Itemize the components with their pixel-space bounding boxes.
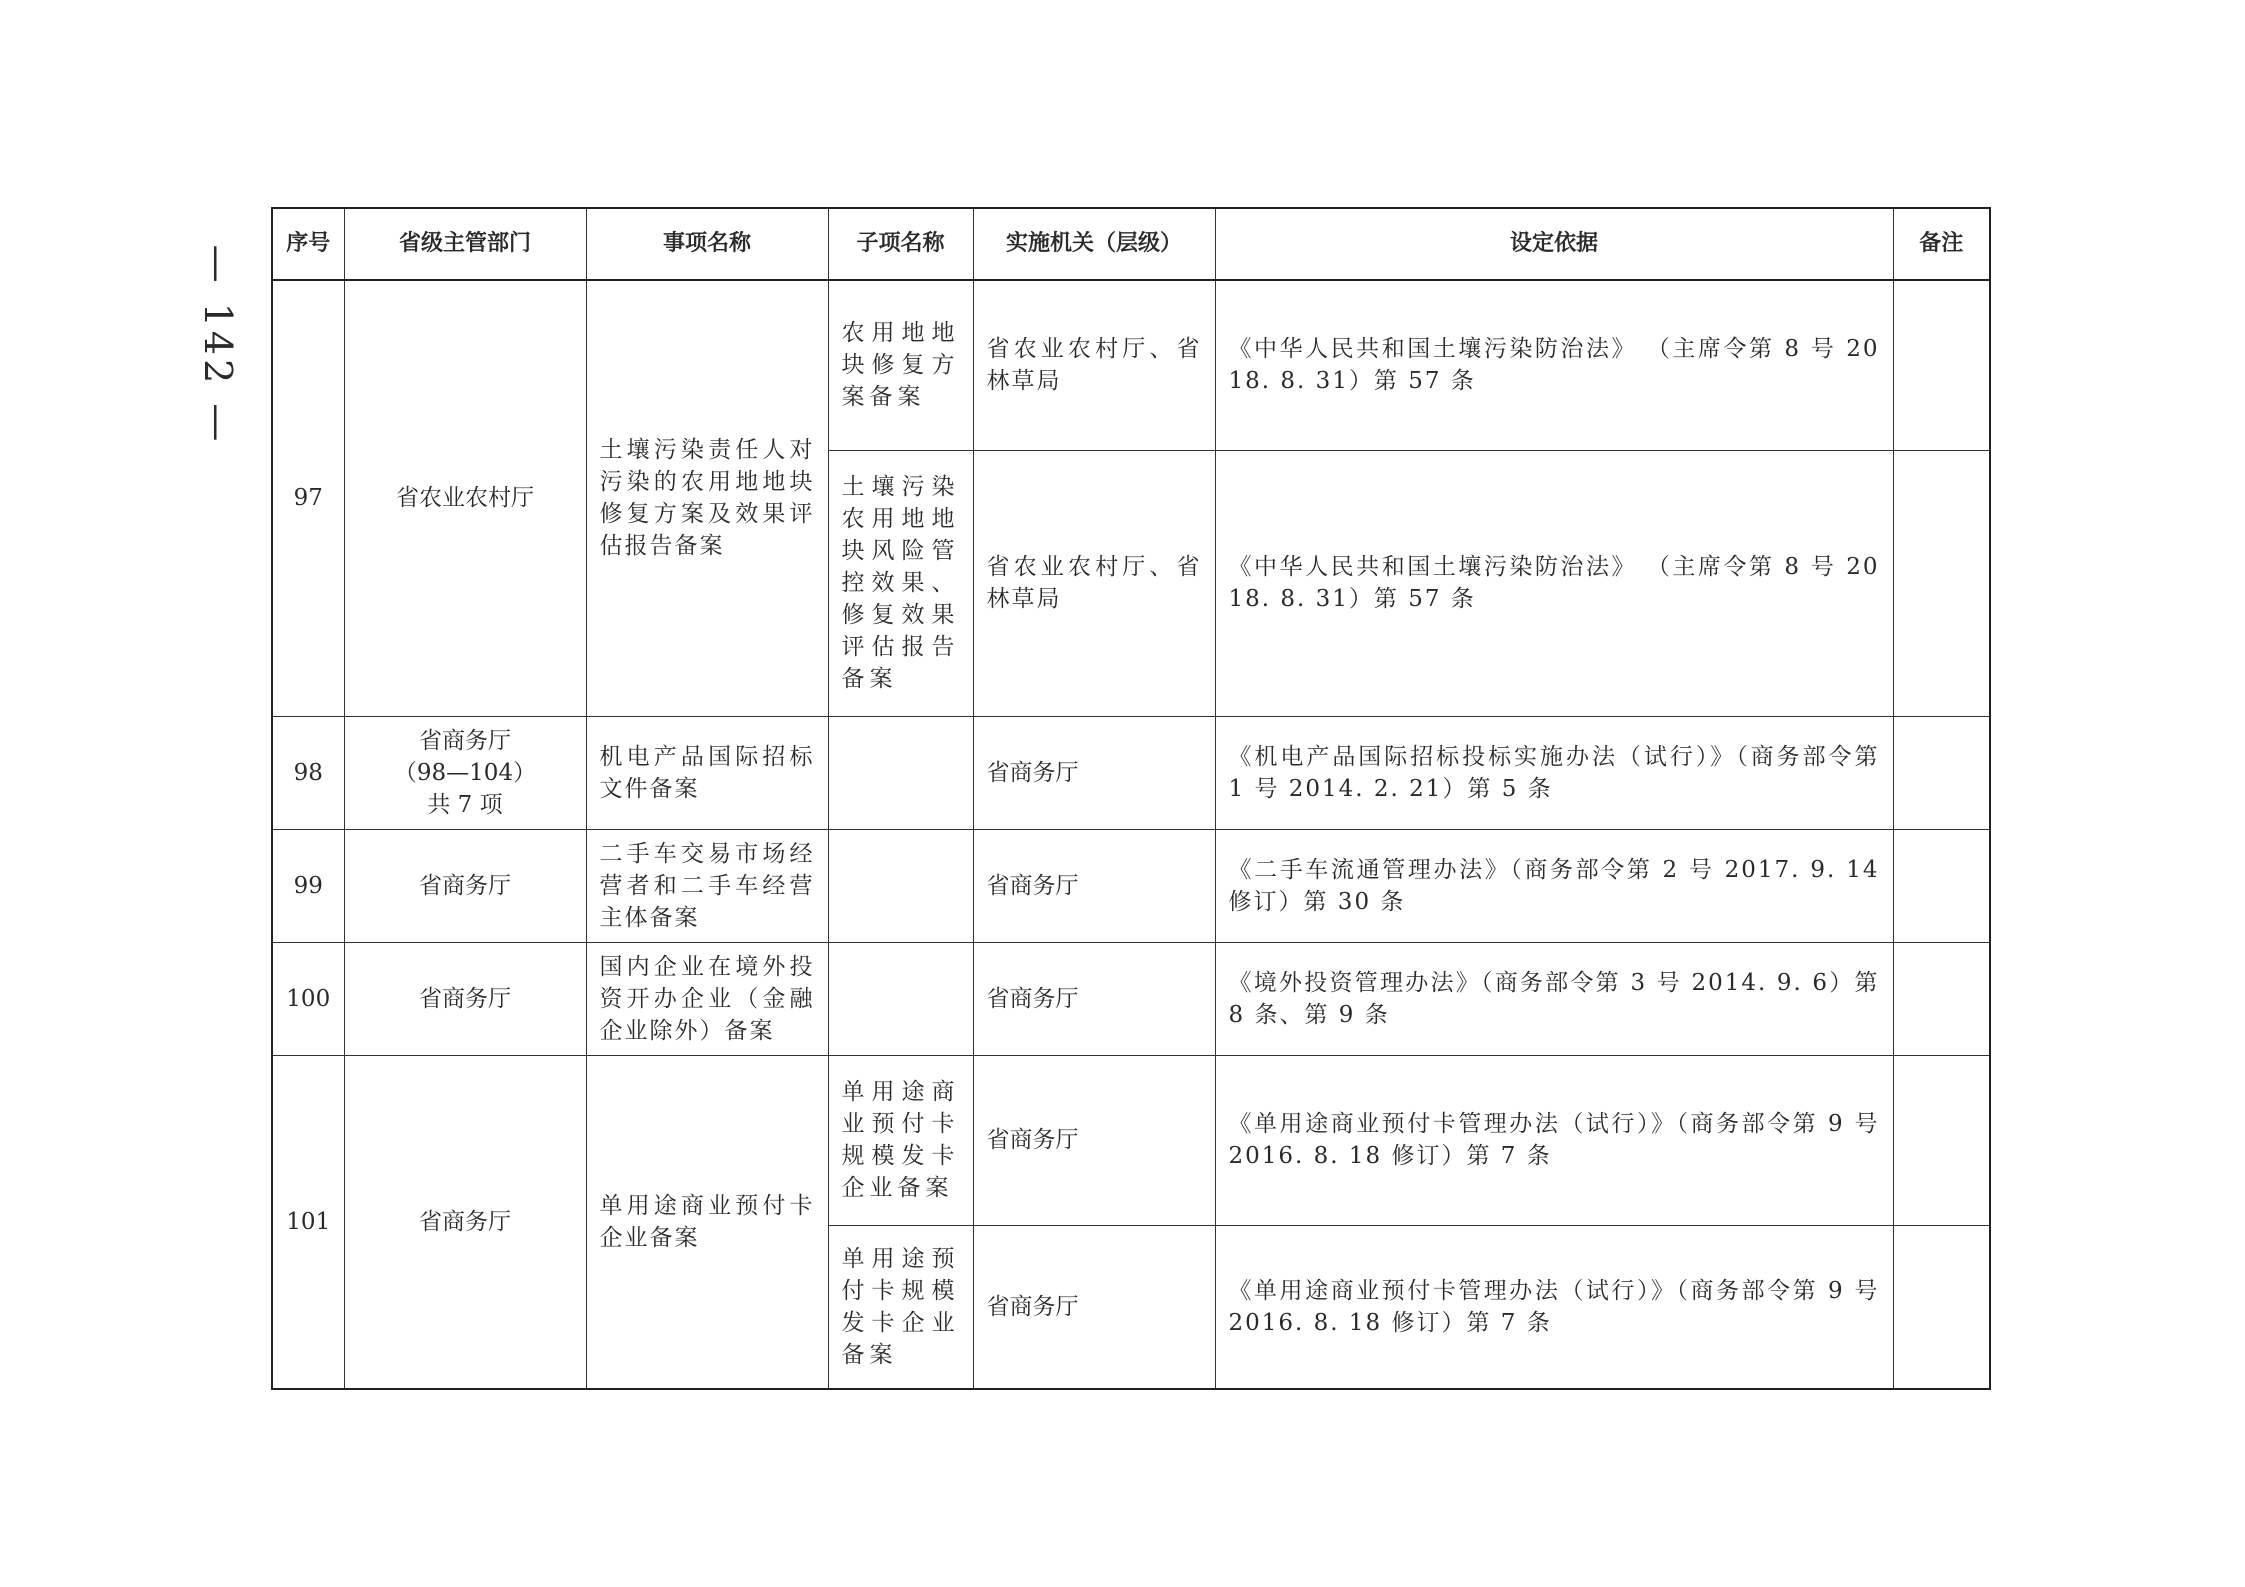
- row-sub-item-name: [828, 716, 973, 829]
- row-legal-basis: 《二手车流通管理办法》（商务部令第 2 号 2017. 9. 14 修订）第 30 条: [1215, 829, 1893, 942]
- header-sub-item-name: 子项名称: [828, 208, 973, 280]
- row-legal-basis: 《中华人民共和国土壤污染防治法》 （主席令第 8 号 2018. 8. 31）第 57 条: [1215, 280, 1893, 450]
- row-item-name: 单用途商业预付卡企业备案: [586, 1055, 828, 1389]
- row-agency: 省商务厅: [973, 716, 1215, 829]
- row-serial: 100: [272, 942, 344, 1055]
- row-agency: 省农业农村厅、省林草局: [973, 450, 1215, 716]
- row-legal-basis: 《中华人民共和国土壤污染防治法》 （主席令第 8 号 2018. 8. 31）第 57 条: [1215, 450, 1893, 716]
- row-legal-basis: 《境外投资管理办法》（商务部令第 3 号 2014. 9. 6）第 8 条、第 9 条: [1215, 942, 1893, 1055]
- row-sub-item-name: [828, 829, 973, 942]
- table-row: [272, 942, 1990, 1055]
- row-agency: 省商务厅: [973, 942, 1215, 1055]
- header-remarks: 备注: [1893, 208, 1990, 280]
- table-row: [272, 829, 1990, 942]
- row-remarks: [1893, 942, 1990, 1055]
- filing-items-table: [271, 207, 1991, 1390]
- row-department: 省商务厅: [344, 1055, 586, 1389]
- row-agency: 省商务厅: [973, 829, 1215, 942]
- row-legal-basis: 《单用途商业预付卡管理办法（试行）》（商务部令第 9 号 2016. 8. 18 修订）第 7 条: [1215, 1225, 1893, 1389]
- table-row: [272, 1055, 1990, 1225]
- header-legal-basis: 设定依据: [1215, 208, 1893, 280]
- row-remarks: [1893, 829, 1990, 942]
- row-legal-basis: 《机电产品国际招标投标实施办法（试行）》（商务部令第 1 号 2014. 2. 21）第 5 条: [1215, 716, 1893, 829]
- row-remarks: [1893, 1225, 1990, 1389]
- row-department: 省商务厅: [344, 942, 586, 1055]
- header-serial: 序号: [272, 208, 344, 280]
- row-serial: 99: [272, 829, 344, 942]
- row-serial: 98: [272, 716, 344, 829]
- header-agency: 实施机关（层级）: [973, 208, 1215, 280]
- row-serial: 97: [272, 280, 344, 716]
- row-sub-item-name: 单用途预付卡规模发卡企业备案: [828, 1225, 973, 1389]
- table-row: [272, 280, 1990, 450]
- row-department: 省农业农村厅: [344, 280, 586, 716]
- row-item-name: 二手车交易市场经营者和二手车经营主体备案: [586, 829, 828, 942]
- row-agency: 省商务厅: [973, 1225, 1215, 1389]
- row-sub-item-name: [828, 942, 973, 1055]
- row-item-name: 机电产品国际招标文件备案: [586, 716, 828, 829]
- row-sub-item-name: 农用地地块修复方案备案: [828, 280, 973, 450]
- row-remarks: [1893, 280, 1990, 450]
- row-sub-item-name: 单用途商业预付卡规模发卡企业备案: [828, 1055, 973, 1225]
- row-agency: 省商务厅: [973, 1055, 1215, 1225]
- row-sub-item-name: 土壤污染农用地地块风险管控效果、修复效果评估报告备案: [828, 450, 973, 716]
- row-department: 省商务厅 （98—104） 共 7 项: [344, 716, 586, 829]
- row-department: 省商务厅: [344, 829, 586, 942]
- header-department: 省级主管部门: [344, 208, 586, 280]
- row-serial: 101: [272, 1055, 344, 1389]
- row-item-name: 土壤污染责任人对污染的农用地地块修复方案及效果评估报告备案: [586, 280, 828, 716]
- header-item-name: 事项名称: [586, 208, 828, 280]
- row-item-name: 国内企业在境外投资开办企业（金融企业除外）备案: [586, 942, 828, 1055]
- row-legal-basis: 《单用途商业预付卡管理办法（试行）》（商务部令第 9 号 2016. 8. 18 修订）第 7 条: [1215, 1055, 1893, 1225]
- row-remarks: [1893, 450, 1990, 716]
- table-row: [272, 716, 1990, 829]
- header-row: [272, 208, 1990, 280]
- row-agency: 省农业农村厅、省林草局: [973, 280, 1215, 450]
- row-remarks: [1893, 716, 1990, 829]
- page-number: — 142 —: [196, 244, 240, 446]
- row-remarks: [1893, 1055, 1990, 1225]
